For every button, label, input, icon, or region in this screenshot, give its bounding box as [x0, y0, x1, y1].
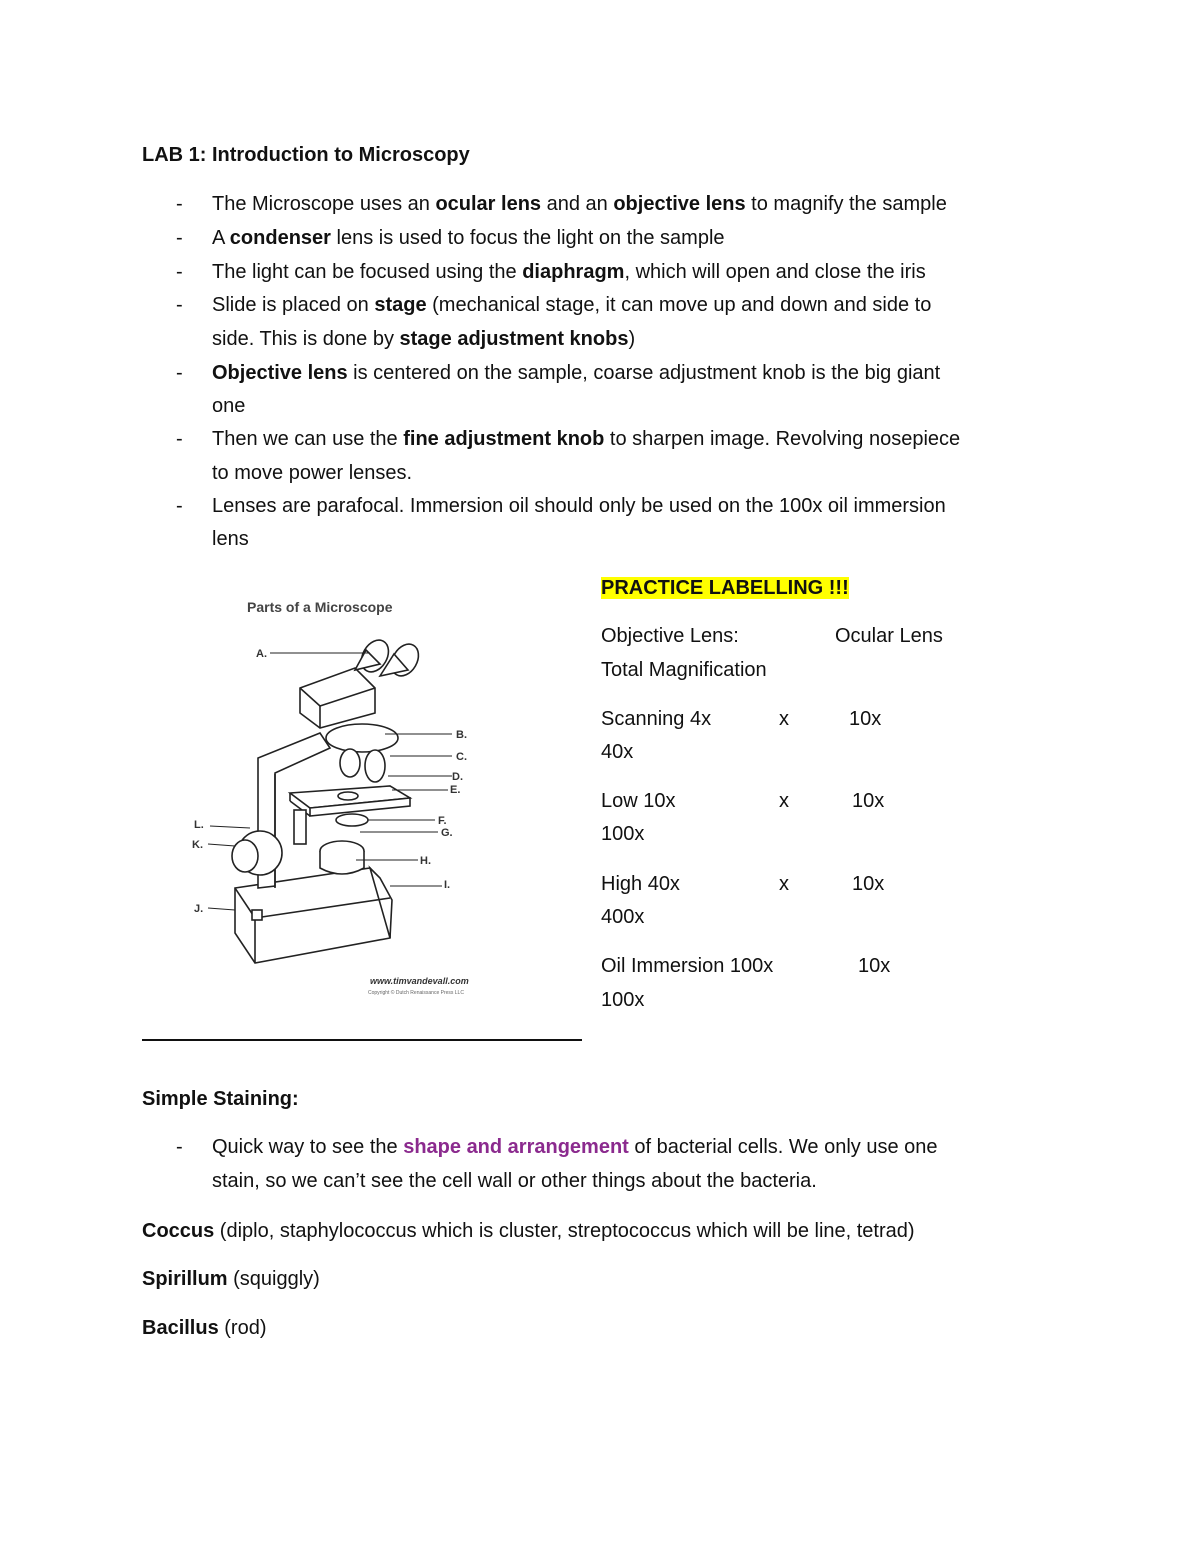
- bullet-text: to magnify the sample: [745, 193, 947, 215]
- shape-bacillus: [142, 1317, 267, 1340]
- bullet-text: The light can be focused using the: [212, 261, 523, 283]
- term-stage: stage: [374, 294, 427, 316]
- bullet-continuation: one: [212, 395, 246, 417]
- diagram-title: Parts of a Microscope: [247, 599, 393, 615]
- bullet-item: [212, 227, 725, 250]
- bullet-text: side. This is done by: [212, 328, 400, 350]
- diagram-label-b: B.: [456, 729, 467, 741]
- diagram-label-f: F.: [438, 815, 447, 827]
- bullet-dash: -: [176, 261, 183, 283]
- practice-total: 40x: [601, 741, 634, 763]
- practice-objective: High 40x: [601, 873, 680, 895]
- practice-total: 100x: [601, 823, 645, 845]
- bullet-item: [212, 362, 940, 385]
- practice-header-total: Total Magnification: [601, 659, 767, 681]
- shape-desc: (rod): [218, 1317, 267, 1339]
- bullet-dash: -: [176, 362, 183, 384]
- diagram-label-h: H.: [420, 855, 431, 867]
- term-objective-lens: objective lens: [613, 193, 746, 215]
- bullet-text: The Microscope uses an: [212, 193, 436, 215]
- bullet-dash: -: [176, 428, 183, 450]
- bullet-text: and an: [541, 193, 614, 215]
- practice-objective: Scanning 4x: [601, 708, 712, 730]
- term-shape-arrangement: shape and arrangement: [403, 1136, 629, 1158]
- shape-name: Coccus: [142, 1220, 215, 1242]
- practice-times: x: [779, 873, 789, 895]
- practice-ocular: 10x: [852, 790, 885, 812]
- term-objective-lens: Objective lens: [212, 362, 348, 384]
- diagram-label-l: L.: [194, 819, 204, 831]
- bullet-text: of bacterial cells. We only use one: [628, 1136, 938, 1158]
- bullet-dash: -: [176, 193, 183, 215]
- diagram-label-e: E.: [450, 784, 461, 796]
- bullet-text: (mechanical stage, it can move up and down and side to: [426, 294, 932, 316]
- bullet-item: [212, 428, 960, 451]
- diagram-copyright: Copyright © Dutch Renaissance Press LLC: [368, 990, 464, 996]
- bullet-dash: -: [176, 294, 183, 316]
- term-condenser: condenser: [229, 227, 331, 249]
- bullet-continuation: to move power lenses.: [212, 462, 413, 484]
- bullet-text: Slide is placed on: [212, 294, 375, 316]
- practice-times: x: [779, 790, 789, 812]
- bullet-text: to sharpen image. Revolving nosepiece: [604, 428, 961, 450]
- bullet-dash: -: [176, 227, 183, 249]
- staining-bullet-continuation: stain, so we can’t see the cell wall or other things about the bacteria.: [212, 1170, 817, 1192]
- bullet-item: Lenses are parafocal. Immersion oil should only be used on the 100x oil immersion: [212, 495, 946, 517]
- practice-heading: [601, 577, 849, 600]
- shape-spirillum: [142, 1268, 320, 1291]
- term-stage-adjustment-knobs: stage adjustment knobs: [399, 328, 629, 350]
- shape-name: Bacillus: [142, 1317, 219, 1339]
- shape-desc: (diplo, staphylococcus which is cluster, streptococcus which will be line, tetrad): [214, 1220, 915, 1242]
- shape-coccus: [142, 1220, 915, 1243]
- bullet-continuation: lens: [212, 528, 249, 550]
- term-diaphragm: diaphragm: [522, 261, 625, 283]
- microscope-diagram: [180, 588, 510, 1008]
- practice-total: 100x: [601, 989, 645, 1011]
- practice-objective: Low 10x: [601, 790, 676, 812]
- practice-header-ocular: Ocular Lens: [835, 625, 943, 647]
- term-fine-adjustment-knob: fine adjustment knob: [403, 428, 605, 450]
- lab-title: LAB 1: Introduction to Microscopy: [142, 144, 470, 166]
- practice-times: x: [779, 708, 789, 730]
- bullet-item: [212, 294, 931, 317]
- diagram-label-c: C.: [456, 751, 467, 763]
- staining-heading: Simple Staining:: [142, 1088, 299, 1110]
- bullet-text: , which will open and close the iris: [624, 261, 926, 283]
- diagram-label-g: G.: [441, 827, 453, 839]
- bullet-text: Then we can use the: [212, 428, 404, 450]
- practice-ocular: 10x: [858, 955, 891, 977]
- diagram-label-k: K.: [192, 839, 203, 851]
- diagram-label-j: J.: [194, 903, 204, 915]
- microscope-drawing: [232, 635, 424, 963]
- bullet-dash: -: [176, 495, 183, 517]
- practice-ocular: 10x: [849, 708, 882, 730]
- bullet-dash: -: [176, 1136, 183, 1158]
- bullet-text: is centered on the sample, coarse adjustment knob is the big giant: [347, 362, 941, 384]
- practice-ocular: 10x: [852, 873, 885, 895]
- practice-heading-text: PRACTICE LABELLING !!!: [601, 577, 849, 599]
- diagram-label-i: I.: [444, 879, 451, 891]
- section-divider: [142, 1039, 582, 1041]
- diagram-label-a: A.: [256, 648, 267, 660]
- bullet-text: Quick way to see the: [212, 1136, 404, 1158]
- bullet-continuation: [212, 328, 635, 351]
- practice-objective: Oil Immersion 100x: [601, 955, 774, 977]
- bullet-item: [212, 193, 947, 216]
- bullet-text: ): [628, 328, 636, 350]
- bullet-item: [212, 261, 926, 284]
- practice-header-objective: Objective Lens:: [601, 625, 739, 647]
- shape-name: Spirillum: [142, 1268, 228, 1290]
- diagram-watermark: www.timvandevall.com: [370, 976, 469, 986]
- bullet-text: A: [212, 227, 230, 249]
- diagram-label-d: D.: [452, 771, 463, 783]
- bullet-text: lens is used to focus the light on the sample: [330, 227, 725, 249]
- staining-bullet: [212, 1136, 938, 1159]
- shape-desc: (squiggly): [227, 1268, 320, 1290]
- term-ocular-lens: ocular lens: [435, 193, 542, 215]
- practice-total: 400x: [601, 906, 645, 928]
